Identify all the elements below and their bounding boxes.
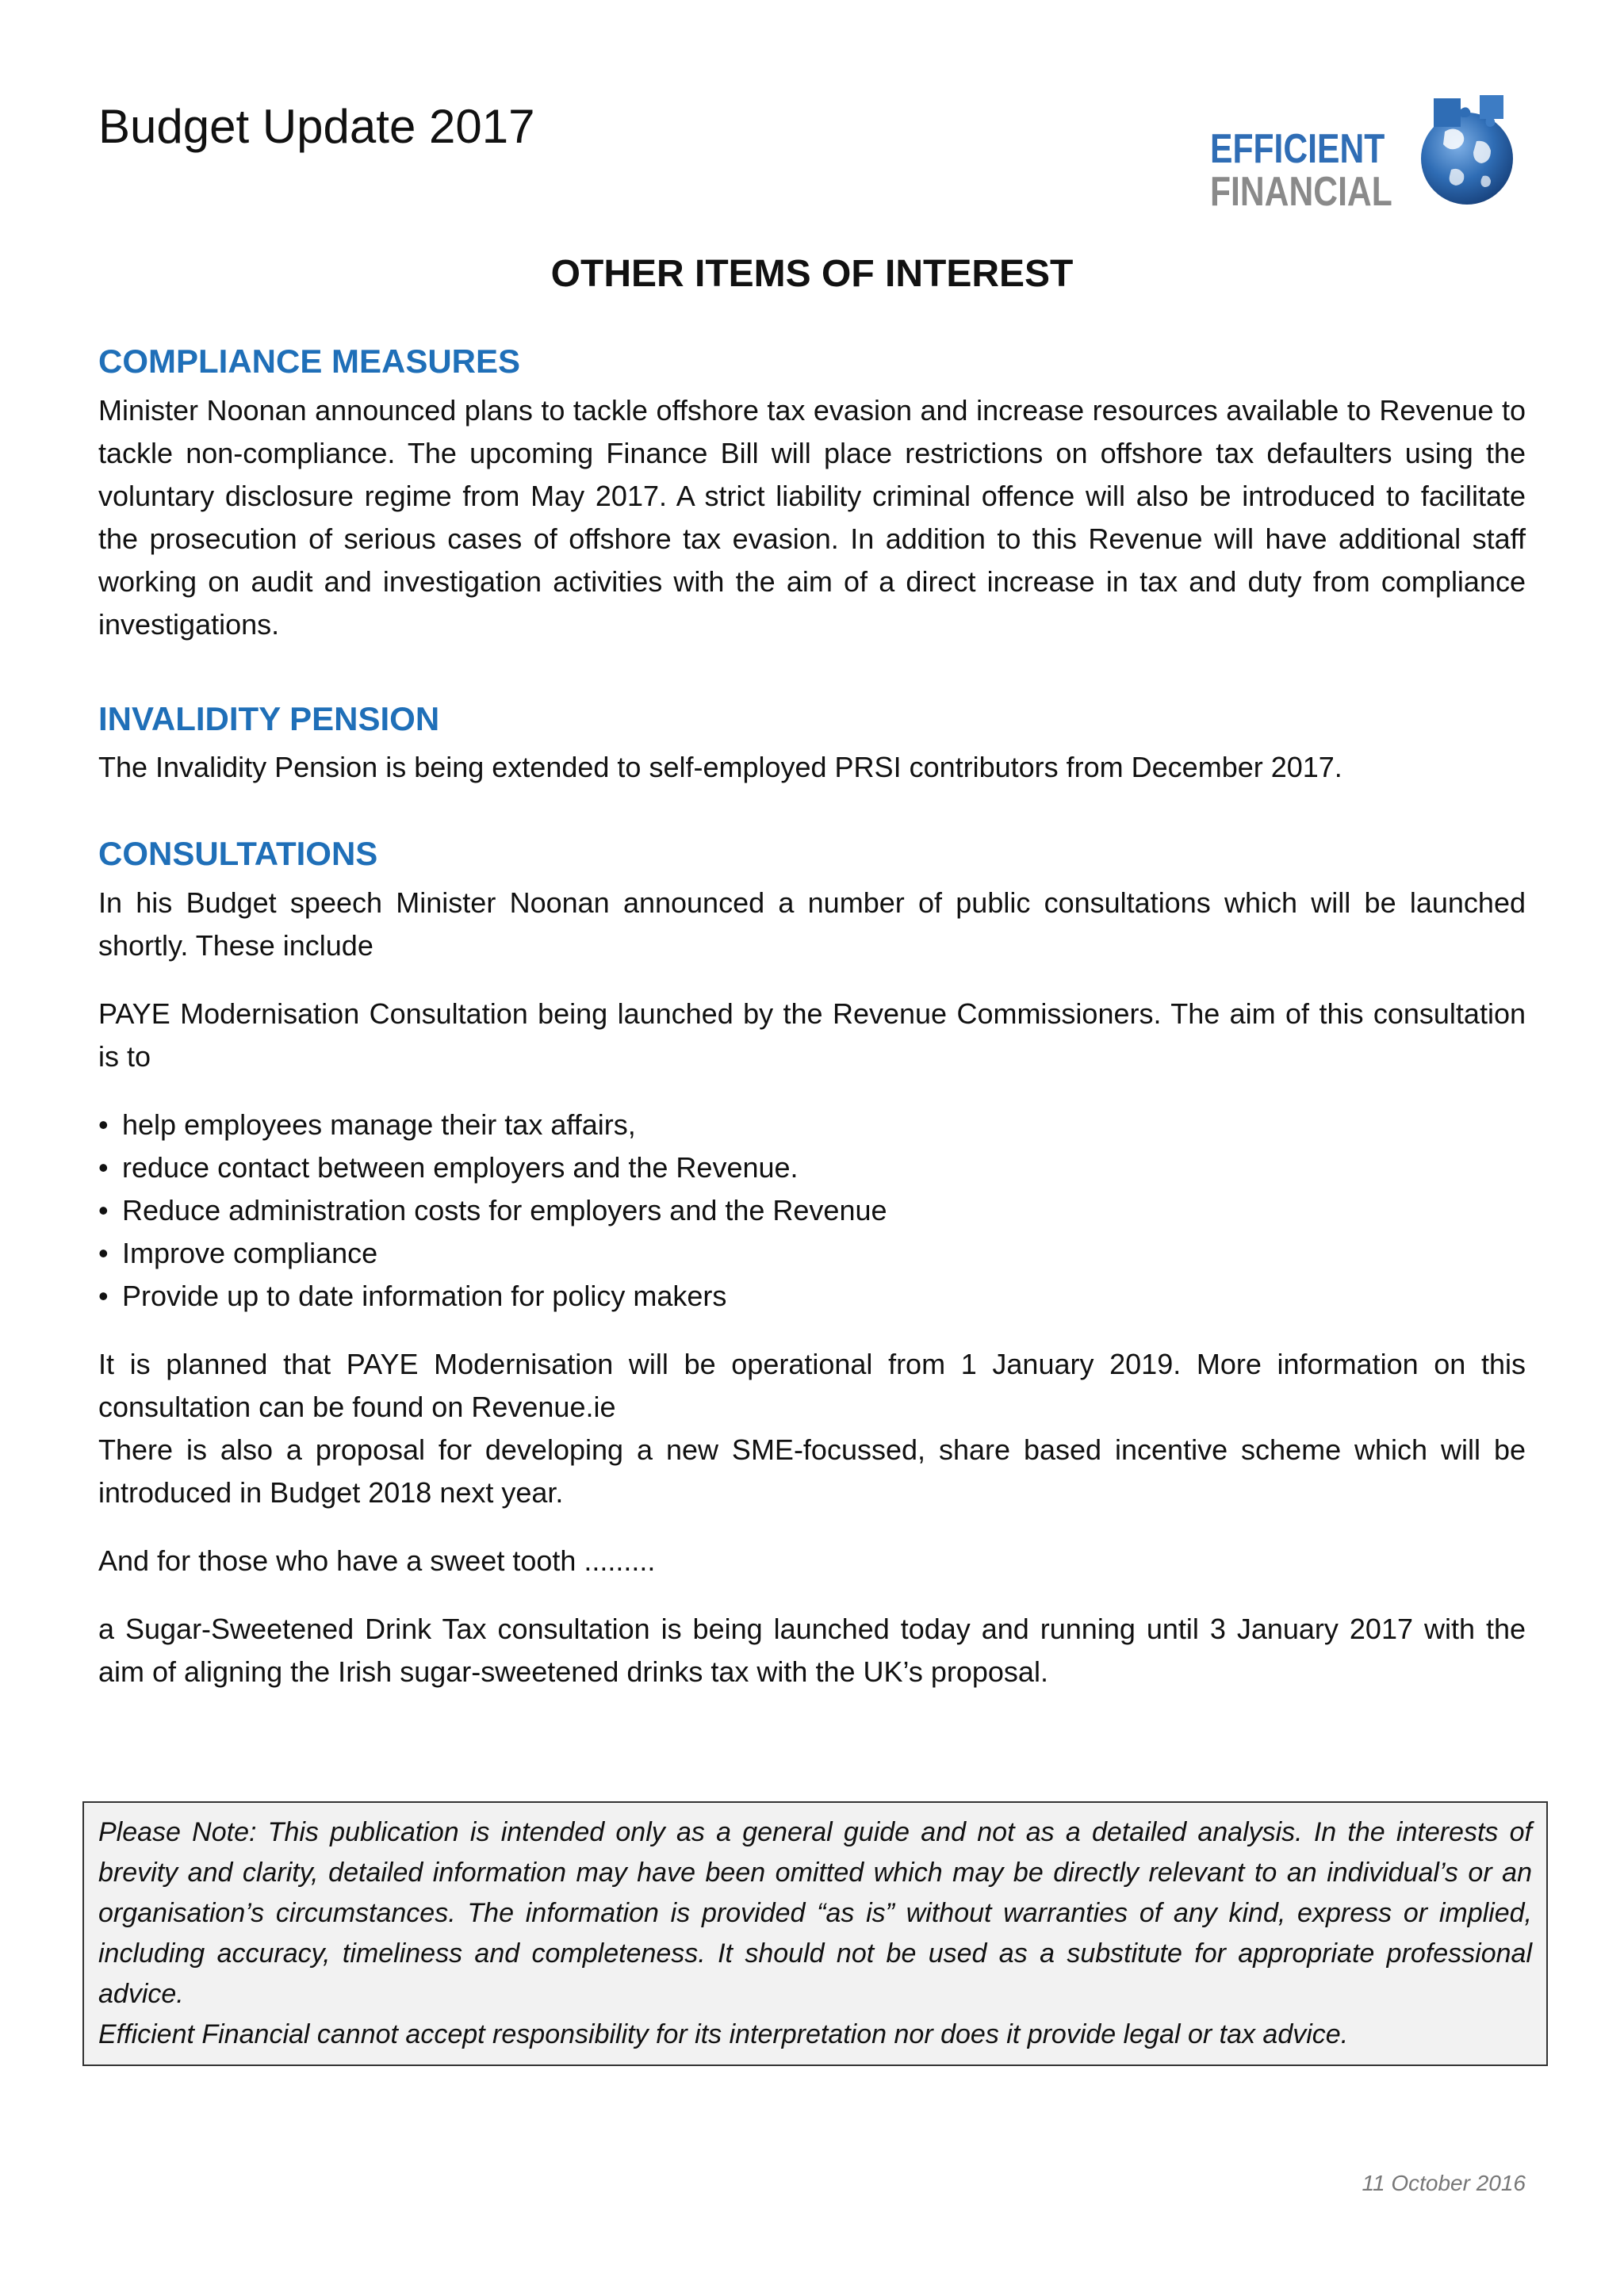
list-item: • help employees manage their tax affairs, bbox=[98, 1104, 1526, 1146]
paye-paragraph: PAYE Modernisation Consultation being launched by the Revenue Commissioners. The aim of this consultation is to bbox=[98, 997, 1526, 1073]
bullet-icon: • bbox=[98, 1193, 109, 1226]
paye-aims-list bbox=[98, 1104, 1526, 1318]
invalidity-section bbox=[98, 698, 1526, 790]
sugar-tax-paragraph: a Sugar-Sweetened Drink Tax consultation is being launched today and running until 3 January 2017 with the aim of aligning the Irish sugar-sweetened drinks tax with the UK’s proposal. bbox=[98, 1612, 1526, 1688]
footer-date: 11 October 2016 bbox=[1362, 2171, 1526, 2195]
paye-planned-paragraph: It is planned that PAYE Modernisation will be operational from 1 January 2019. More information on this consultation can be found on Revenue.ie bbox=[98, 1347, 1526, 1423]
sweet-tooth-paragraph: And for those who have a sweet tooth ......... bbox=[98, 1544, 656, 1577]
section-heading-compliance: COMPLIANCE MEASURES bbox=[98, 342, 521, 380]
invalidity-body: The Invalidity Pension is being extended to self-employed PRSI contributors from December 2017. bbox=[98, 751, 1342, 783]
compliance-body: Minister Noonan announced plans to tackle offshore tax evasion and increase resources available to Revenue to tackle non-compliance. The upcoming Finance Bill will place restrictions on offshore tax defaulters using the voluntary disclosure regime from May 2017. A strict liability criminal offence will also be introduced to facilitate the prosecution of serious cases of offshore tax evasion. In addition to this Revenue will have additional staff working on audit and investigation activities with the aim of a direct increase in tax and duty from compliance investigations. bbox=[98, 393, 1526, 641]
list-item: • Provide up to date information for policy makers bbox=[98, 1275, 1526, 1318]
consultations-section bbox=[98, 833, 1526, 1693]
page-title: Budget Update 2017 bbox=[98, 100, 535, 153]
compliance-section bbox=[98, 341, 1526, 646]
logo-wordmark bbox=[1210, 126, 1392, 215]
bullet-icon: • bbox=[98, 1150, 109, 1184]
list-item: • reduce contact between employers and the Revenue. bbox=[98, 1146, 1526, 1189]
disclaimer-responsibility: Efficient Financial cannot accept responsibility for its interpretation nor does it provide legal or tax advice. bbox=[98, 2019, 1349, 2049]
company-logo bbox=[1210, 94, 1527, 215]
list-item: • Improve compliance bbox=[98, 1232, 1526, 1275]
main-content bbox=[98, 341, 1526, 1693]
list-item: • Reduce administration costs for employers and the Revenue bbox=[98, 1189, 1526, 1232]
main-heading: OTHER ITEMS OF INTEREST bbox=[550, 253, 1074, 295]
globe-puzzle-icon bbox=[1404, 94, 1522, 212]
bullet-icon: • bbox=[98, 1279, 109, 1312]
disclaimer-text: Please Note: This publication is intended only as a general guide and not as a detailed analysis. In the interests of brevity and clarity, detailed information may have been omitted which may be directly relevant to an individual’s or an organisation’s circumstances. The information is provided “as is” without warranties of any kind, express or implied, including accuracy, timeliness and completeness. It should not be used as a substitute for appropriate professional advice. bbox=[98, 1817, 1532, 2009]
sme-paragraph: There is also a proposal for developing a new SME-focussed, share based incentive scheme which will be introduced in Budget 2018 next year. bbox=[98, 1433, 1526, 1509]
logo-line-2: FINANCIAL bbox=[1210, 169, 1392, 215]
section-heading-invalidity: INVALIDITY PENSION bbox=[98, 699, 440, 737]
bullet-icon: • bbox=[98, 1236, 109, 1269]
section-heading-consultations: CONSULTATIONS bbox=[98, 835, 378, 872]
consultations-intro: In his Budget speech Minister Noonan announced a number of public consultations which will be launched shortly. These include bbox=[98, 886, 1526, 962]
bullet-icon: • bbox=[98, 1108, 109, 1141]
logo-line-1: EFFICIENT bbox=[1210, 126, 1385, 172]
disclaimer-box bbox=[82, 1801, 1548, 2066]
